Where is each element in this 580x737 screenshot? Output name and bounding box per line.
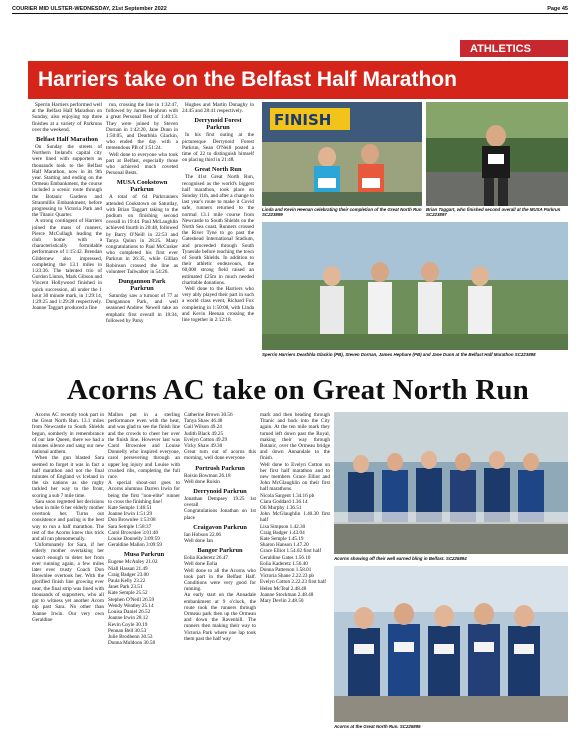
paragraph: An early start on the Annadale embankment at 9 o'clock, the route took the runners through Ormeau park then up the Ormeau and down the Ravenhill. The runners then making their way to Victoria Park where one lap took them past the half way bbox=[184, 592, 256, 642]
result-line: Eugene McAnley 21.02 bbox=[108, 559, 158, 566]
result-line: Craig Badger 1.43.04 bbox=[260, 529, 305, 536]
story2-column-2 bbox=[108, 412, 180, 734]
sub-heading: Musa Parkrun bbox=[123, 551, 165, 559]
photo-harriers-group bbox=[262, 222, 568, 350]
result-line: Carol Brownlee 3:01:40 bbox=[108, 529, 159, 536]
result-line: Joanne Irwin 28.12 bbox=[108, 615, 148, 622]
paragraph: A special shout-out goes to Acorns alumnus Darren Irwin for being the first "non-elite" runner to cross the finishing line! bbox=[108, 480, 180, 505]
page-number: Page 45 bbox=[547, 5, 568, 12]
photo-acorns-gnr-image bbox=[334, 566, 568, 722]
result-line: Sharon Hanson 1.47.20 bbox=[260, 542, 309, 549]
result-line: Helen McTeal 2.48.48 bbox=[260, 585, 307, 592]
sub-heading: Derrynoid Parkrun bbox=[193, 488, 247, 496]
paragraph: Sara soon regretted her decisions when in mile 6 her elderly mother overtook her. Turns out consistence and pacing is the best way to run a half marathon. The rest of the Acorns knew this trick and all ran phenomenally. bbox=[32, 498, 104, 543]
result-line: Gail Wilson 49.24 bbox=[184, 424, 222, 431]
sub-heading: Dungannon Park Parkrun bbox=[118, 278, 166, 293]
paragraph: Sperrin Harriers performed well at the Belfast Half Marathon on Sunday, also enjoying top three finishes at a variety of Parkruns over the weekend. bbox=[32, 102, 102, 133]
photo-taggart bbox=[426, 102, 568, 206]
story1-column-2 bbox=[106, 102, 178, 370]
result-line: Sara Semple 1:58:37 bbox=[108, 523, 152, 530]
result-line: Catherine Brown 30.56 bbox=[184, 412, 233, 418]
result-line: Mary Devlin 2.48.50 bbox=[260, 598, 304, 605]
paragraph: Well done to all the Acorns who took part in the Belfast Half. Conditions were very good for running. bbox=[184, 567, 256, 593]
sub-heading: Belfast Half Marathon bbox=[36, 136, 98, 144]
result-line: Vicky Shaw 49.30 bbox=[184, 443, 223, 450]
sub-heading: Derrynoid Forest Parkrun bbox=[194, 117, 242, 132]
result-line: Niall Hassan 21.49 bbox=[108, 565, 148, 572]
result-line: Tanya Shaw 46.48 bbox=[184, 418, 223, 425]
result-line: Donna Muldoon 30.58 bbox=[108, 640, 156, 647]
paragraph: run, crossing the line in 1:32:47, followed by James Hephrun with a great Personal Best of 1:40:13. They were joined by Steven Dornan in 1:42:20, Jane Dunn in 1:50:05, and Dearbhla Glackin, who ended the day with a tremendous PB of 1:51:24. bbox=[106, 102, 178, 152]
story2-column-1 bbox=[32, 412, 104, 734]
story1-column-3 bbox=[182, 102, 254, 370]
paragraph: Well done to Evelyn Cotton on her first half marathon and to new members Grace Elliot and John McGlaughlin on their first half marathons. bbox=[260, 461, 330, 493]
photo-acorns-belfast-image bbox=[334, 412, 568, 554]
result-line: Congratulations Jonathan on 1st place bbox=[184, 508, 256, 521]
photo-heenan-image bbox=[262, 102, 422, 206]
result-line: Janet Park 23.51 bbox=[108, 584, 143, 591]
sub-heading: Great North Run bbox=[194, 166, 242, 174]
result-line: Julie Brodhenn 30.53 bbox=[108, 633, 153, 640]
result-line: Grace Elliot 1.54.02 first half bbox=[260, 548, 322, 555]
result-line: Geraldine Gates 1.56.10 bbox=[260, 554, 311, 561]
result-line: John McGlaughlin 1.40.30 first half bbox=[260, 511, 330, 524]
result-line: Pennan Bell 30.53 bbox=[108, 627, 147, 634]
result-line: Ciara Goddard 1.36.14 bbox=[260, 498, 308, 505]
result-line: Wendy Weatley 25.14 bbox=[108, 602, 154, 609]
result-line: Nicola Sargent 1.34.16 pb bbox=[260, 492, 315, 499]
result-line: Evelyn Cotton 2.22.23 first half bbox=[260, 579, 326, 586]
result-line: Roisin Bowman 26.18 bbox=[184, 472, 231, 479]
sub-heading: Craigavon Parkrun bbox=[193, 523, 247, 531]
paragraph: Mallon put in a sterling performance even with the heat, and was glad to see the finish line and the crowds to cheer her over the finish line. However last was Carol Brownlee and Louise Donnelly who inspired everyone, carol persevering through an upper leg injury and Louise with crushed ribs, completing the full race. bbox=[108, 412, 180, 481]
result-line: Well done Eolia bbox=[184, 561, 218, 568]
story1-column-1 bbox=[32, 102, 102, 370]
result-line: Stephen O'Neill 26.59 bbox=[108, 596, 155, 603]
result-line: Joanne Irwin 1:51:29 bbox=[108, 511, 153, 518]
result-line: Oli Murphy 1.36.51 bbox=[260, 505, 302, 512]
paragraph: A strong contingent of Harriers joined the mass of runners, Pierce McCullagh leading the club home with a characteristically formidable performance of 1:15:42. Brendan Gildernew also impressed, completing the 13.1 miles in 1:23:36. The talented trio of Gordon Linton, Mark Gibson and Vincent Hollywood finished in quick succession, all under the 1 hour 30 minute mark, in 1:29:14, 1:29:25 and 1:29:28 respectively. Joanne Taggart produced a fine bbox=[32, 218, 102, 312]
result-line: Well done Roisin bbox=[184, 478, 220, 485]
paragraph: Acorns AC recently took part in the Great North Run. 13.1 miles from Newcastle to South Shields begun, somberly in remembrance of our late Queen, there we had a minutes silence and sang our new national anthem. bbox=[32, 412, 104, 456]
photo-acorns-gnr bbox=[334, 566, 568, 722]
paragraph: The 41st Great North Run, recognised as the world's biggest half marathon, took place on Sunday 11th, and after a change to last year's route to make it Covid safe, runners returned to the normal 13.1 mile course from Newcastle to South Shields on the North Sea coast. Runners crossed the River Tyne to go past the Gateshead International Stadium, and proceeded through South Tyneside before reaching the town of South Shields. In addition to their athletic endeavours, the 60,000 strong field raised an estimated £25m in much needed charitable donations. bbox=[182, 174, 254, 286]
result-line: Victoria Shane 2.22.23 pb bbox=[260, 573, 315, 580]
photo-heenan-finish bbox=[262, 102, 422, 206]
masthead-left: COURIER MID ULSTER-WEDNESDAY, 21st September 2022 bbox=[12, 5, 167, 12]
result-line: Louise Donnelly 3:09:59 bbox=[108, 536, 160, 543]
masthead bbox=[12, 4, 568, 14]
photo-harriers-image bbox=[262, 222, 568, 350]
result-line: Joanne Stockman 2.48.48 bbox=[260, 591, 314, 598]
result-line: Paula Kelly 23.22 bbox=[108, 578, 146, 585]
result-line: Kevin Coyle 30.19 bbox=[108, 621, 148, 628]
paragraph: mark and then heading through Titanic and back into the City again. At the ten mile mark they turned left down past the Royal, making their way through Botanic, over the Ormeau bridge and down Annandale to the finish. bbox=[260, 412, 330, 462]
sub-heading: Bangor Parkrun bbox=[197, 547, 243, 555]
paragraph: In his first outing at the picturesque Derrynoid Forest Parkrun, Sean O'Neill posted a time of 22 to distinguish himself on placing third in 21:48. bbox=[182, 132, 254, 164]
result-line: Well done Ian bbox=[184, 538, 213, 545]
result-line: Great turn out of acorns this morning, well done everyone bbox=[184, 449, 256, 462]
result-line: Donna Patterson 1.58.01 bbox=[260, 567, 312, 574]
paragraph: Hughes and Martin Donaghy in 24:45 and 28:41 respectively. bbox=[182, 102, 254, 115]
sub-heading: Portrush Parkrun bbox=[195, 464, 245, 472]
caption-taggart: Brian Taggart, who finished second overall at the MUSA Parkrun SC223897 bbox=[426, 207, 561, 218]
result-line: Jonathan Dempsey 19.25 1st overall bbox=[184, 496, 256, 509]
result-line: Don Brownlee 1:53:08 bbox=[108, 517, 156, 524]
result-line: Ian Hobson 22.06 bbox=[184, 531, 222, 538]
caption-harriers-group: Sperrin Harriers Dearbhla Glackin (PB), Steven Dornan, James Hephure (PB) and Jane Dunn at the Belfast Half Marathon SC223898 bbox=[262, 352, 536, 357]
result-line: Evelyn Cotton 49.29 bbox=[184, 436, 228, 443]
result-line: Geraldine Mallon 3:09:59 bbox=[108, 542, 162, 549]
result-line: Judith Black 49.25 bbox=[184, 430, 224, 437]
caption-acorns-gnr: Acorns at the Great North Run. SC225895 bbox=[334, 724, 421, 729]
paragraph: Saturday saw a turnout of 77 at Dungannon Park, and well seasoned Andrew Newell take an emphatic first overall in 18:34, followed by Patsy bbox=[106, 293, 178, 324]
paragraph: Unfortunately for Sara, if her elderly mother overtaking her wasn't enough to deter her from ever running again, a few miles later ever trusty Coach Don Brownlee overtook her. With the glorified finish line growing ever near, the final strip was lined with thousands of supporters, who all got to witness yet another Acorn nip past Sara. No other than Joanne Irwin. Our very own Geraldine bbox=[32, 542, 104, 623]
result-line: Kate Semple 1.45.19 bbox=[260, 536, 304, 543]
section-tag: ATHLETICS bbox=[460, 40, 568, 57]
story2-column-3 bbox=[184, 412, 256, 734]
result-line: Craig Badger 23.00 bbox=[108, 571, 149, 578]
photo-acorns-belfast bbox=[334, 412, 568, 554]
svg-text:FINISH: FINISH bbox=[274, 111, 332, 129]
result-line: Louisa Daniel 26.52 bbox=[108, 609, 151, 616]
result-line: Kate Semple 25.52 bbox=[108, 590, 148, 597]
photo-taggart-image bbox=[426, 102, 568, 206]
headline-acorns: Acorns AC take on Great North Run bbox=[66, 373, 529, 406]
sub-heading: MUSA Cookstown Parkrun bbox=[116, 179, 168, 194]
paragraph: Well done to everyone who took part at Belfast, especially those who achieved much coveted Personal Bests. bbox=[106, 151, 178, 177]
paragraph: Well done to the Harriers who very ably played their part in such a world class event, Richard Fox completing in 1:50:08, with Linda and Kevin Heenan crossing the line together in 2:12:18. bbox=[182, 286, 254, 324]
headline-harriers: Harriers take on the Belfast Half Marathon bbox=[28, 61, 568, 99]
result-line: Eolia Kaderetz 26.47 bbox=[184, 555, 228, 562]
paragraph: A total of 64 Parkrunners attended Cookstown on Saturday, with Brian Taggart taking to the podium on finishing second overall in 19:44. Paul McLaughlin achieved fourth in 20:48, followed by Barry O'Neill in 22:53 and Tanya Quinn in 28:25. Many congratulations to Paul McCusker who completed his first ever Parkrun in 26:35, while Gillian Robinson crossed the line as volunteer Tailwalker in 54:26. bbox=[106, 194, 178, 275]
paragraph: When the gun blasted Sara seemed to forget it was in fact a half marathon and not the final minutes of England vs Iceland in the six nations as she rugby tackled her way to the front, scoring a sub 7 mile time. bbox=[32, 455, 104, 499]
story2-column-4 bbox=[260, 412, 330, 734]
caption-heenan: Linda and Kevin Heenan celebrating their completion of the Great North Run SC223899 bbox=[262, 207, 422, 218]
paragraph: On Sunday the streets of Northern Ireland's capital city were lined with supporters as thousands took to the Belfast Half Marathon, now in its 9th year. Starting and ending on the Ormeau Embankment, the course included a scenic route through the Botanic Gardens and Stranmillis Embankment, before progressing to Victoria Park and the Titanic Quarter. bbox=[32, 144, 102, 219]
caption-acorns-belfast: Acorns showing off their well earned bling in Belfast. SC225894 bbox=[334, 556, 467, 561]
result-line: Eolia Kaderetz 1.56.40 bbox=[260, 560, 308, 567]
result-line: Kate Semple 1:46:51 bbox=[108, 505, 152, 512]
result-line: Lisa Simpson 1.42.30 bbox=[260, 523, 306, 530]
